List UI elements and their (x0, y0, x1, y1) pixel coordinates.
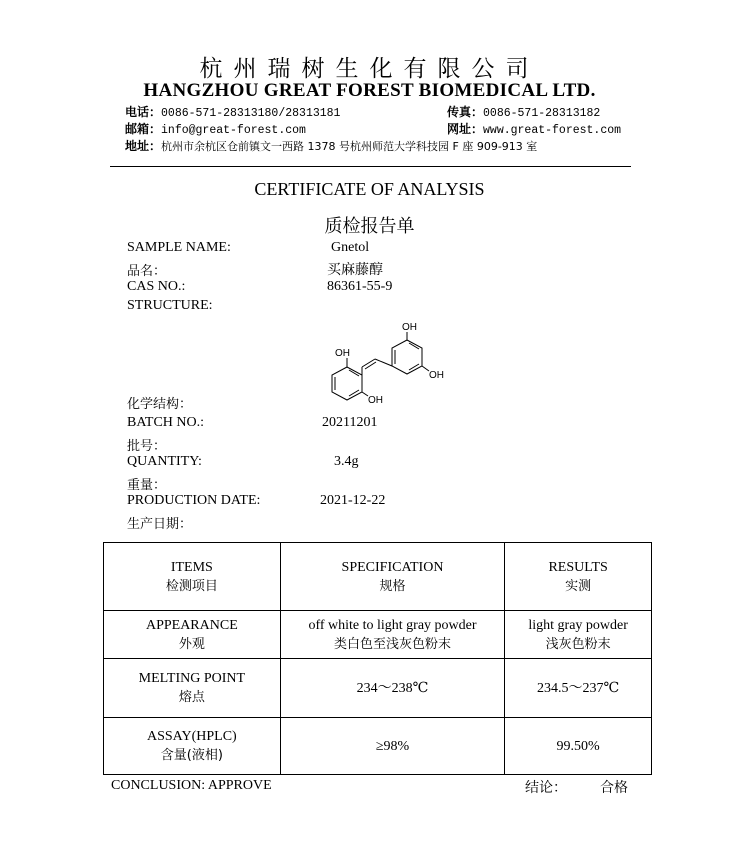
oh-label-left-bottom: OH (368, 395, 383, 406)
fax-line (447, 103, 600, 120)
batch-label-cn: 批号： (127, 439, 167, 454)
production-date-value: 2021-12-22 (320, 493, 386, 508)
table-header-row (104, 543, 652, 611)
product-name-label-cn: 品名： (127, 264, 167, 279)
conclusion-value-cn: 合格 (600, 780, 628, 796)
email-value: info@great-forest.com (161, 124, 306, 137)
table-row (104, 718, 652, 775)
table-row (104, 611, 652, 659)
sample-name-value: Gnetol (331, 240, 370, 255)
header-divider (110, 166, 631, 167)
tel-line (125, 103, 340, 120)
email-line (125, 120, 306, 137)
address-line (125, 137, 537, 154)
left-ring (332, 367, 362, 400)
structure-label-cn: 化学结构： (127, 397, 193, 412)
company-name-cn: 杭州瑞树生化有限公司 (199, 56, 540, 82)
results-table (103, 542, 652, 775)
document-title-en: CERTIFICATE OF ANALYSIS (254, 179, 485, 199)
conclusion-en: CONCLUSION: APPROVE (111, 778, 272, 793)
oh-label-right: OH (429, 370, 444, 381)
row-melting-point-item: MELTING POINT 熔点 (104, 659, 281, 718)
address-label: 地址： (125, 139, 162, 153)
row-appearance-item: APPEARANCE 外观 (104, 611, 281, 659)
fax-value: 0086-571-28313182 (483, 107, 601, 120)
batch-label: BATCH NO.: (127, 415, 205, 430)
table-row (104, 659, 652, 718)
structure-label: STRUCTURE: (127, 298, 213, 313)
header-specification: SPECIFICATION 规格 (280, 543, 505, 611)
tel-label: 电话： (125, 105, 162, 119)
document-title-cn: 质检报告单 (324, 216, 415, 237)
oh-label-top-right: OH (402, 322, 417, 333)
website-label: 网址： (447, 122, 484, 136)
row-melting-point-result: 234.5～237℃ (505, 659, 652, 718)
row-appearance-result: light gray powder 浅灰色粉末 (505, 611, 652, 659)
header-items: ITEMS 检测项目 (104, 543, 281, 611)
product-name-value-cn: 买麻藤醇 (327, 262, 383, 278)
tel-value: 0086-571-28313180/28313181 (161, 107, 341, 120)
quantity-value: 3.4g (334, 454, 359, 469)
row-melting-point-spec: 234～238℃ (280, 659, 505, 718)
cas-label: CAS NO.: (127, 279, 186, 294)
production-date-label: PRODUCTION DATE: (127, 493, 261, 508)
chemical-structure (310, 318, 460, 408)
header-results: RESULTS 实测 (505, 543, 652, 611)
oh-label-left-top: OH (335, 348, 350, 359)
production-date-label-cn: 生产日期： (127, 517, 193, 532)
company-name-en: HANGZHOU GREAT FOREST BIOMEDICAL LTD. (143, 80, 596, 101)
address-value: 杭州市余杭区仓前镇文一西路 1378 号杭州师范大学科技园 F 座 909-913 室 (161, 140, 538, 153)
email-label: 邮箱： (125, 122, 162, 136)
row-assay-result: 99.50% (505, 718, 652, 775)
right-ring (392, 340, 422, 374)
cas-value: 86361-55-9 (327, 279, 393, 294)
sample-name-label: SAMPLE NAME: (127, 240, 231, 255)
conclusion-label-cn: 结论： (525, 780, 567, 796)
website-value: www.great-forest.com (483, 124, 622, 137)
row-assay-item: ASSAY(HPLC) 含量(液相) (104, 718, 281, 775)
website-line (447, 120, 621, 137)
row-appearance-spec: off white to light gray powder 类白色至浅灰色粉末 (280, 611, 505, 659)
fax-label: 传真： (447, 105, 484, 119)
batch-value: 20211201 (322, 415, 378, 430)
row-assay-spec: ≥98% (280, 718, 505, 775)
quantity-label: QUANTITY: (127, 454, 202, 469)
quantity-label-cn: 重量： (127, 478, 167, 493)
